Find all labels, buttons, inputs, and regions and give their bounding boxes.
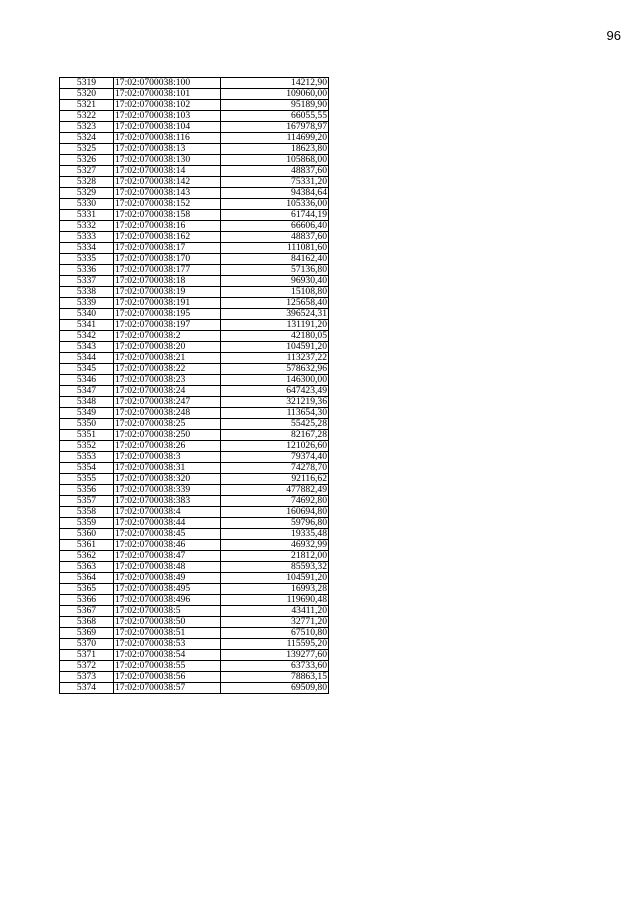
value-cell: 61744,19 <box>221 210 329 221</box>
cadastral-number-cell: 17:02:0700038:26 <box>114 441 221 452</box>
row-number-cell: 5336 <box>60 265 114 276</box>
table-row <box>60 309 329 320</box>
cadastral-number-cell: 17:02:0700038:250 <box>114 430 221 441</box>
value-cell: 131191,20 <box>221 320 329 331</box>
table-row <box>60 551 329 562</box>
table-row <box>60 375 329 386</box>
table-row <box>60 298 329 309</box>
table-row <box>60 540 329 551</box>
cadastral-number-cell: 17:02:0700038:170 <box>114 254 221 265</box>
value-cell: 74278,70 <box>221 463 329 474</box>
cadastral-number-cell: 17:02:0700038:158 <box>114 210 221 221</box>
page-number: 96 <box>606 28 621 43</box>
cadastral-number-cell: 17:02:0700038:339 <box>114 485 221 496</box>
table-row <box>60 507 329 518</box>
value-cell: 105868,00 <box>221 155 329 166</box>
value-cell: 94384,64 <box>221 188 329 199</box>
row-number-cell: 5328 <box>60 177 114 188</box>
table-row <box>60 606 329 617</box>
cadastral-number-cell: 17:02:0700038:142 <box>114 177 221 188</box>
cadastral-number-cell: 17:02:0700038:17 <box>114 243 221 254</box>
value-cell: 16993,28 <box>221 584 329 595</box>
table-row <box>60 529 329 540</box>
cadastral-number-cell: 17:02:0700038:496 <box>114 595 221 606</box>
value-cell: 74692,80 <box>221 496 329 507</box>
value-cell: 75331,20 <box>221 177 329 188</box>
row-number-cell: 5343 <box>60 342 114 353</box>
row-number-cell: 5349 <box>60 408 114 419</box>
value-cell: 18623,80 <box>221 144 329 155</box>
value-cell: 48837,60 <box>221 232 329 243</box>
row-number-cell: 5344 <box>60 353 114 364</box>
table-row <box>60 265 329 276</box>
cadastral-number-cell: 17:02:0700038:20 <box>114 342 221 353</box>
row-number-cell: 5329 <box>60 188 114 199</box>
cadastral-number-cell: 17:02:0700038:152 <box>114 199 221 210</box>
cadastral-number-cell: 17:02:0700038:18 <box>114 276 221 287</box>
cadastral-number-cell: 17:02:0700038:383 <box>114 496 221 507</box>
cadastral-number-cell: 17:02:0700038:320 <box>114 474 221 485</box>
row-number-cell: 5354 <box>60 463 114 474</box>
row-number-cell: 5323 <box>60 122 114 133</box>
value-cell: 167978,97 <box>221 122 329 133</box>
cadastral-number-cell: 17:02:0700038:51 <box>114 628 221 639</box>
row-number-cell: 5319 <box>60 78 114 89</box>
value-cell: 79374,40 <box>221 452 329 463</box>
row-number-cell: 5370 <box>60 639 114 650</box>
cadastral-number-cell: 17:02:0700038:5 <box>114 606 221 617</box>
cadastral-number-cell: 17:02:0700038:195 <box>114 309 221 320</box>
table-row <box>60 78 329 89</box>
cadastral-number-cell: 17:02:0700038:2 <box>114 331 221 342</box>
table-row <box>60 672 329 683</box>
row-number-cell: 5353 <box>60 452 114 463</box>
value-cell: 647423,49 <box>221 386 329 397</box>
cadastral-number-cell: 17:02:0700038:3 <box>114 452 221 463</box>
table-row <box>60 111 329 122</box>
row-number-cell: 5325 <box>60 144 114 155</box>
value-cell: 321219,36 <box>221 397 329 408</box>
cadastral-number-cell: 17:02:0700038:101 <box>114 89 221 100</box>
table-body <box>60 78 329 694</box>
row-number-cell: 5363 <box>60 562 114 573</box>
value-cell: 66606,40 <box>221 221 329 232</box>
table-row <box>60 276 329 287</box>
cadastral-number-cell: 17:02:0700038:4 <box>114 507 221 518</box>
cadastral-number-cell: 17:02:0700038:23 <box>114 375 221 386</box>
cadastral-number-cell: 17:02:0700038:49 <box>114 573 221 584</box>
table-row <box>60 353 329 364</box>
cadastral-number-cell: 17:02:0700038:103 <box>114 111 221 122</box>
value-cell: 105336,00 <box>221 199 329 210</box>
value-cell: 119690,48 <box>221 595 329 606</box>
row-number-cell: 5324 <box>60 133 114 144</box>
cadastral-number-cell: 17:02:0700038:54 <box>114 650 221 661</box>
cadastral-number-cell: 17:02:0700038:44 <box>114 518 221 529</box>
table-row <box>60 683 329 694</box>
value-cell: 139277,60 <box>221 650 329 661</box>
cadastral-number-cell: 17:02:0700038:248 <box>114 408 221 419</box>
table-row <box>60 474 329 485</box>
table-row <box>60 364 329 375</box>
table-row <box>60 485 329 496</box>
cadastral-number-cell: 17:02:0700038:48 <box>114 562 221 573</box>
cadastral-number-cell: 17:02:0700038:130 <box>114 155 221 166</box>
table-row <box>60 628 329 639</box>
table-row <box>60 584 329 595</box>
value-cell: 82167,28 <box>221 430 329 441</box>
row-number-cell: 5374 <box>60 683 114 694</box>
value-cell: 113654,30 <box>221 408 329 419</box>
table-row <box>60 188 329 199</box>
cadastral-number-cell: 17:02:0700038:47 <box>114 551 221 562</box>
cadastral-number-cell: 17:02:0700038:46 <box>114 540 221 551</box>
value-cell: 78863,15 <box>221 672 329 683</box>
value-cell: 19335,48 <box>221 529 329 540</box>
row-number-cell: 5358 <box>60 507 114 518</box>
row-number-cell: 5369 <box>60 628 114 639</box>
cadastral-number-cell: 17:02:0700038:16 <box>114 221 221 232</box>
table-row <box>60 243 329 254</box>
table-row <box>60 452 329 463</box>
value-cell: 396524,31 <box>221 309 329 320</box>
row-number-cell: 5368 <box>60 617 114 628</box>
table-row <box>60 155 329 166</box>
row-number-cell: 5366 <box>60 595 114 606</box>
value-cell: 59796,80 <box>221 518 329 529</box>
value-cell: 42180,05 <box>221 331 329 342</box>
table-row <box>60 89 329 100</box>
row-number-cell: 5356 <box>60 485 114 496</box>
cadastral-number-cell: 17:02:0700038:21 <box>114 353 221 364</box>
value-cell: 477882,49 <box>221 485 329 496</box>
value-cell: 55425,28 <box>221 419 329 430</box>
table-row <box>60 144 329 155</box>
value-cell: 69509,80 <box>221 683 329 694</box>
row-number-cell: 5338 <box>60 287 114 298</box>
row-number-cell: 5371 <box>60 650 114 661</box>
cadastral-value-table <box>59 77 329 694</box>
row-number-cell: 5357 <box>60 496 114 507</box>
table-row <box>60 639 329 650</box>
cadastral-number-cell: 17:02:0700038:102 <box>114 100 221 111</box>
table-row <box>60 397 329 408</box>
table-row <box>60 518 329 529</box>
cadastral-number-cell: 17:02:0700038:13 <box>114 144 221 155</box>
cadastral-number-cell: 17:02:0700038:56 <box>114 672 221 683</box>
table-row <box>60 419 329 430</box>
row-number-cell: 5367 <box>60 606 114 617</box>
row-number-cell: 5340 <box>60 309 114 320</box>
row-number-cell: 5333 <box>60 232 114 243</box>
cadastral-number-cell: 17:02:0700038:57 <box>114 683 221 694</box>
cadastral-number-cell: 17:02:0700038:495 <box>114 584 221 595</box>
row-number-cell: 5320 <box>60 89 114 100</box>
row-number-cell: 5352 <box>60 441 114 452</box>
table-row <box>60 133 329 144</box>
row-number-cell: 5332 <box>60 221 114 232</box>
table-row <box>60 430 329 441</box>
value-cell: 121026,60 <box>221 441 329 452</box>
cadastral-number-cell: 17:02:0700038:116 <box>114 133 221 144</box>
value-cell: 92116,62 <box>221 474 329 485</box>
row-number-cell: 5347 <box>60 386 114 397</box>
row-number-cell: 5345 <box>60 364 114 375</box>
cadastral-number-cell: 17:02:0700038:24 <box>114 386 221 397</box>
row-number-cell: 5326 <box>60 155 114 166</box>
row-number-cell: 5364 <box>60 573 114 584</box>
value-cell: 113237,22 <box>221 353 329 364</box>
cadastral-number-cell: 17:02:0700038:177 <box>114 265 221 276</box>
value-cell: 43411,20 <box>221 606 329 617</box>
row-number-cell: 5360 <box>60 529 114 540</box>
value-cell: 111081,60 <box>221 243 329 254</box>
value-cell: 85593,32 <box>221 562 329 573</box>
row-number-cell: 5350 <box>60 419 114 430</box>
cadastral-number-cell: 17:02:0700038:31 <box>114 463 221 474</box>
table-row <box>60 287 329 298</box>
cadastral-number-cell: 17:02:0700038:22 <box>114 364 221 375</box>
value-cell: 114699,20 <box>221 133 329 144</box>
table-row <box>60 441 329 452</box>
value-cell: 104591,20 <box>221 342 329 353</box>
table-row <box>60 386 329 397</box>
table-row <box>60 496 329 507</box>
value-cell: 67510,80 <box>221 628 329 639</box>
row-number-cell: 5321 <box>60 100 114 111</box>
table-row <box>60 661 329 672</box>
table-row <box>60 342 329 353</box>
row-number-cell: 5346 <box>60 375 114 386</box>
cadastral-number-cell: 17:02:0700038:55 <box>114 661 221 672</box>
table-row <box>60 331 329 342</box>
value-cell: 84162,40 <box>221 254 329 265</box>
value-cell: 63733,60 <box>221 661 329 672</box>
value-cell: 160694,80 <box>221 507 329 518</box>
row-number-cell: 5330 <box>60 199 114 210</box>
row-number-cell: 5372 <box>60 661 114 672</box>
value-cell: 146300,00 <box>221 375 329 386</box>
value-cell: 104591,20 <box>221 573 329 584</box>
table-row <box>60 408 329 419</box>
row-number-cell: 5365 <box>60 584 114 595</box>
row-number-cell: 5331 <box>60 210 114 221</box>
table-row <box>60 100 329 111</box>
table-row <box>60 221 329 232</box>
value-cell: 15108,80 <box>221 287 329 298</box>
row-number-cell: 5341 <box>60 320 114 331</box>
row-number-cell: 5355 <box>60 474 114 485</box>
value-cell: 14212,90 <box>221 78 329 89</box>
row-number-cell: 5361 <box>60 540 114 551</box>
cadastral-number-cell: 17:02:0700038:14 <box>114 166 221 177</box>
table-row <box>60 232 329 243</box>
table-row <box>60 122 329 133</box>
row-number-cell: 5335 <box>60 254 114 265</box>
table-row <box>60 199 329 210</box>
cadastral-number-cell: 17:02:0700038:197 <box>114 320 221 331</box>
row-number-cell: 5334 <box>60 243 114 254</box>
cadastral-number-cell: 17:02:0700038:100 <box>114 78 221 89</box>
row-number-cell: 5359 <box>60 518 114 529</box>
row-number-cell: 5373 <box>60 672 114 683</box>
value-cell: 66055,55 <box>221 111 329 122</box>
cadastral-number-cell: 17:02:0700038:104 <box>114 122 221 133</box>
value-cell: 109060,00 <box>221 89 329 100</box>
cadastral-number-cell: 17:02:0700038:45 <box>114 529 221 540</box>
cadastral-number-cell: 17:02:0700038:50 <box>114 617 221 628</box>
cadastral-number-cell: 17:02:0700038:25 <box>114 419 221 430</box>
row-number-cell: 5322 <box>60 111 114 122</box>
row-number-cell: 5342 <box>60 331 114 342</box>
table-row <box>60 320 329 331</box>
cadastral-number-cell: 17:02:0700038:53 <box>114 639 221 650</box>
value-cell: 95189,90 <box>221 100 329 111</box>
table-row <box>60 166 329 177</box>
value-cell: 48837,60 <box>221 166 329 177</box>
cadastral-number-cell: 17:02:0700038:143 <box>114 188 221 199</box>
row-number-cell: 5337 <box>60 276 114 287</box>
table-row <box>60 463 329 474</box>
cadastral-number-cell: 17:02:0700038:247 <box>114 397 221 408</box>
row-number-cell: 5351 <box>60 430 114 441</box>
cadastral-number-cell: 17:02:0700038:191 <box>114 298 221 309</box>
value-cell: 32771,20 <box>221 617 329 628</box>
cadastral-number-cell: 17:02:0700038:19 <box>114 287 221 298</box>
row-number-cell: 5362 <box>60 551 114 562</box>
table-row <box>60 562 329 573</box>
table-row <box>60 210 329 221</box>
value-cell: 578632,96 <box>221 364 329 375</box>
value-cell: 96930,40 <box>221 276 329 287</box>
row-number-cell: 5339 <box>60 298 114 309</box>
value-cell: 46932,99 <box>221 540 329 551</box>
value-cell: 125658,40 <box>221 298 329 309</box>
row-number-cell: 5327 <box>60 166 114 177</box>
table-row <box>60 650 329 661</box>
table-row <box>60 573 329 584</box>
value-cell: 115595,20 <box>221 639 329 650</box>
row-number-cell: 5348 <box>60 397 114 408</box>
table-row <box>60 254 329 265</box>
table-row <box>60 595 329 606</box>
value-cell: 21812,00 <box>221 551 329 562</box>
table-row <box>60 177 329 188</box>
table-row <box>60 617 329 628</box>
value-cell: 57136,80 <box>221 265 329 276</box>
cadastral-number-cell: 17:02:0700038:162 <box>114 232 221 243</box>
